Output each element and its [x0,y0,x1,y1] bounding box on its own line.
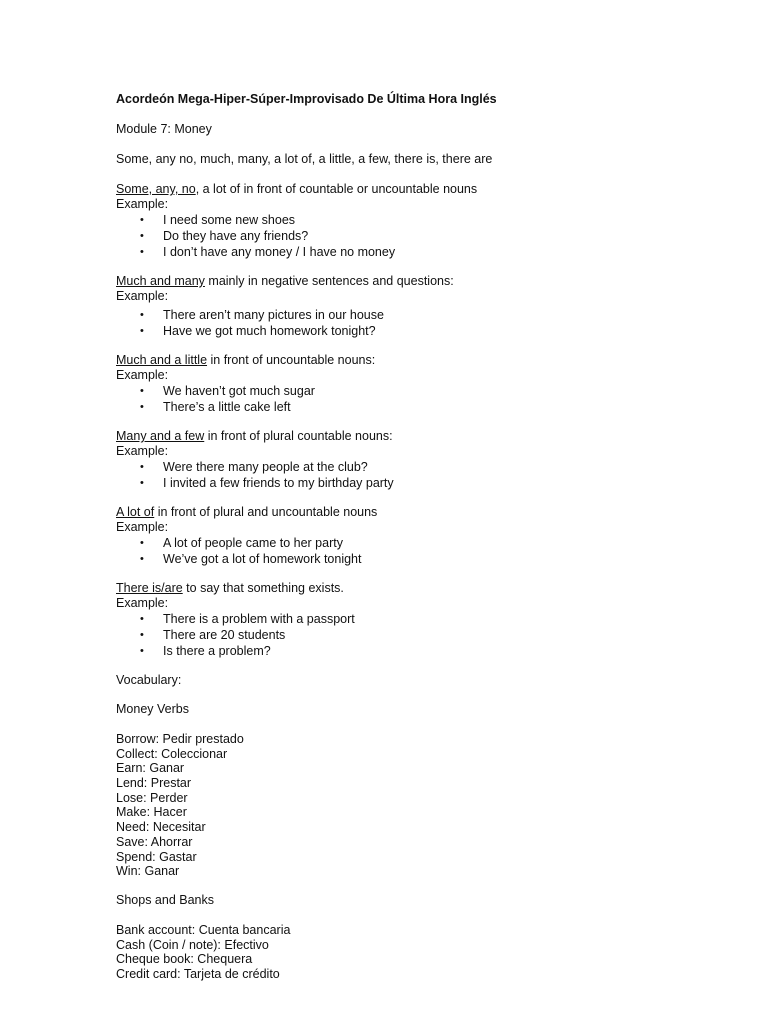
topics-line: Some, any no, much, many, a lot of, a little, a few, there is, there are [116,152,493,166]
section-keyword: There is/are [116,581,183,595]
list-item: • There’s a little cake left [140,400,291,414]
module-heading: Module 7: Money [116,122,212,136]
vocab-item: Credit card: Tarjeta de crédito [116,966,280,981]
example-list [116,307,716,339]
section-heading [116,505,716,520]
grammar-section-many-a-few [116,429,716,491]
section-keyword: Much and a little [116,353,208,367]
section-description: in front of plural and uncountable nouns [154,505,378,519]
section-keyword: Many and a few [116,429,205,443]
section-description: mainly in negative sentences and questions: [204,274,454,288]
list-item: • We haven’t got much sugar [140,384,315,398]
vocab-item: Win: Ganar [116,864,180,879]
bullet-icon: • [140,461,144,473]
example-list [116,535,716,567]
section-description: in front of uncountable nouns: [207,353,376,367]
vocab-item: Need: Necesitar [116,820,206,835]
section-keyword: Much and many [116,274,205,288]
money-verbs-list [116,732,716,879]
example-list [116,611,716,659]
section-description: to say that something exists. [182,581,344,595]
list-item: • Do they have any friends? [140,229,309,243]
section-heading [116,274,716,289]
grammar-section-some-any-no [116,182,716,260]
list-item: • A lot of people came to her party [140,536,343,550]
example-label: Example: [116,596,169,610]
section-heading [116,353,716,368]
grammar-section-there-is-are [116,581,716,659]
bullet-icon: • [140,645,144,657]
document-page [116,92,716,982]
vocabulary-label: Vocabulary: [116,673,182,687]
example-list [116,383,716,415]
list-item: • I need some new shoes [140,213,296,227]
list-item: • There aren’t many pictures in our house [140,308,384,322]
list-item: • I don’t have any money / I have no money [140,245,396,259]
vocab-item: Make: Hacer [116,805,187,820]
money-verbs-heading: Money Verbs [116,702,189,716]
example-label: Example: [116,444,169,458]
list-item: • I invited a few friends to my birthday party [140,476,394,490]
bullet-icon: • [140,537,144,549]
example-label: Example: [116,368,169,382]
example-label: Example: [116,289,169,303]
grammar-section-much-a-little [116,353,716,415]
vocab-item: Cheque book: Chequera [116,952,253,967]
vocab-item: Save: Ahorrar [116,834,193,849]
vocab-item: Bank account: Cuenta bancaria [116,922,291,937]
bullet-icon: • [140,230,144,242]
bullet-icon: • [140,309,144,321]
section-keyword: Some, any, no [116,182,196,196]
grammar-section-a-lot-of [116,505,716,567]
shops-banks-list [116,923,716,982]
example-label: Example: [116,520,169,534]
list-item: • We’ve got a lot of homework tonight [140,552,362,566]
bullet-icon: • [140,214,144,226]
bullet-icon: • [140,613,144,625]
list-item: • There is a problem with a passport [140,612,355,626]
section-heading [116,429,716,444]
vocab-item: Earn: Ganar [116,761,185,776]
example-list [116,459,716,491]
shops-banks-heading: Shops and Banks [116,892,214,907]
vocab-item: Collect: Coleccionar [116,746,228,761]
bullet-icon: • [140,401,144,413]
bullet-icon: • [140,629,144,641]
bullet-icon: • [140,553,144,565]
vocab-item: Lend: Prestar [116,776,192,791]
vocab-item: Spend: Gastar [116,849,197,864]
section-keyword: A lot of [116,505,155,519]
example-label: Example: [116,197,169,211]
list-item: • Is there a problem? [140,644,271,658]
vocab-item: Lose: Perder [116,790,188,805]
bullet-icon: • [140,325,144,337]
bullet-icon: • [140,246,144,258]
document-title: Acordeón Mega-Hiper-Súper-Improvisado De Última Hora Inglés [116,92,497,106]
bullet-icon: • [140,385,144,397]
vocab-item: Cash (Coin / note): Efectivo [116,937,269,952]
list-item: • Have we got much homework tonight? [140,324,376,338]
example-list [116,212,716,260]
section-description: in front of plural countable nouns: [204,429,393,443]
section-heading [116,182,716,197]
list-item: • There are 20 students [140,628,286,642]
list-item: • Were there many people at the club? [140,460,368,474]
bullet-icon: • [140,477,144,489]
vocab-item: Borrow: Pedir prestado [116,732,244,746]
section-heading [116,581,716,596]
section-description: , a lot of in front of countable or uncountable nouns [195,182,478,196]
grammar-section-much-many [116,274,716,339]
